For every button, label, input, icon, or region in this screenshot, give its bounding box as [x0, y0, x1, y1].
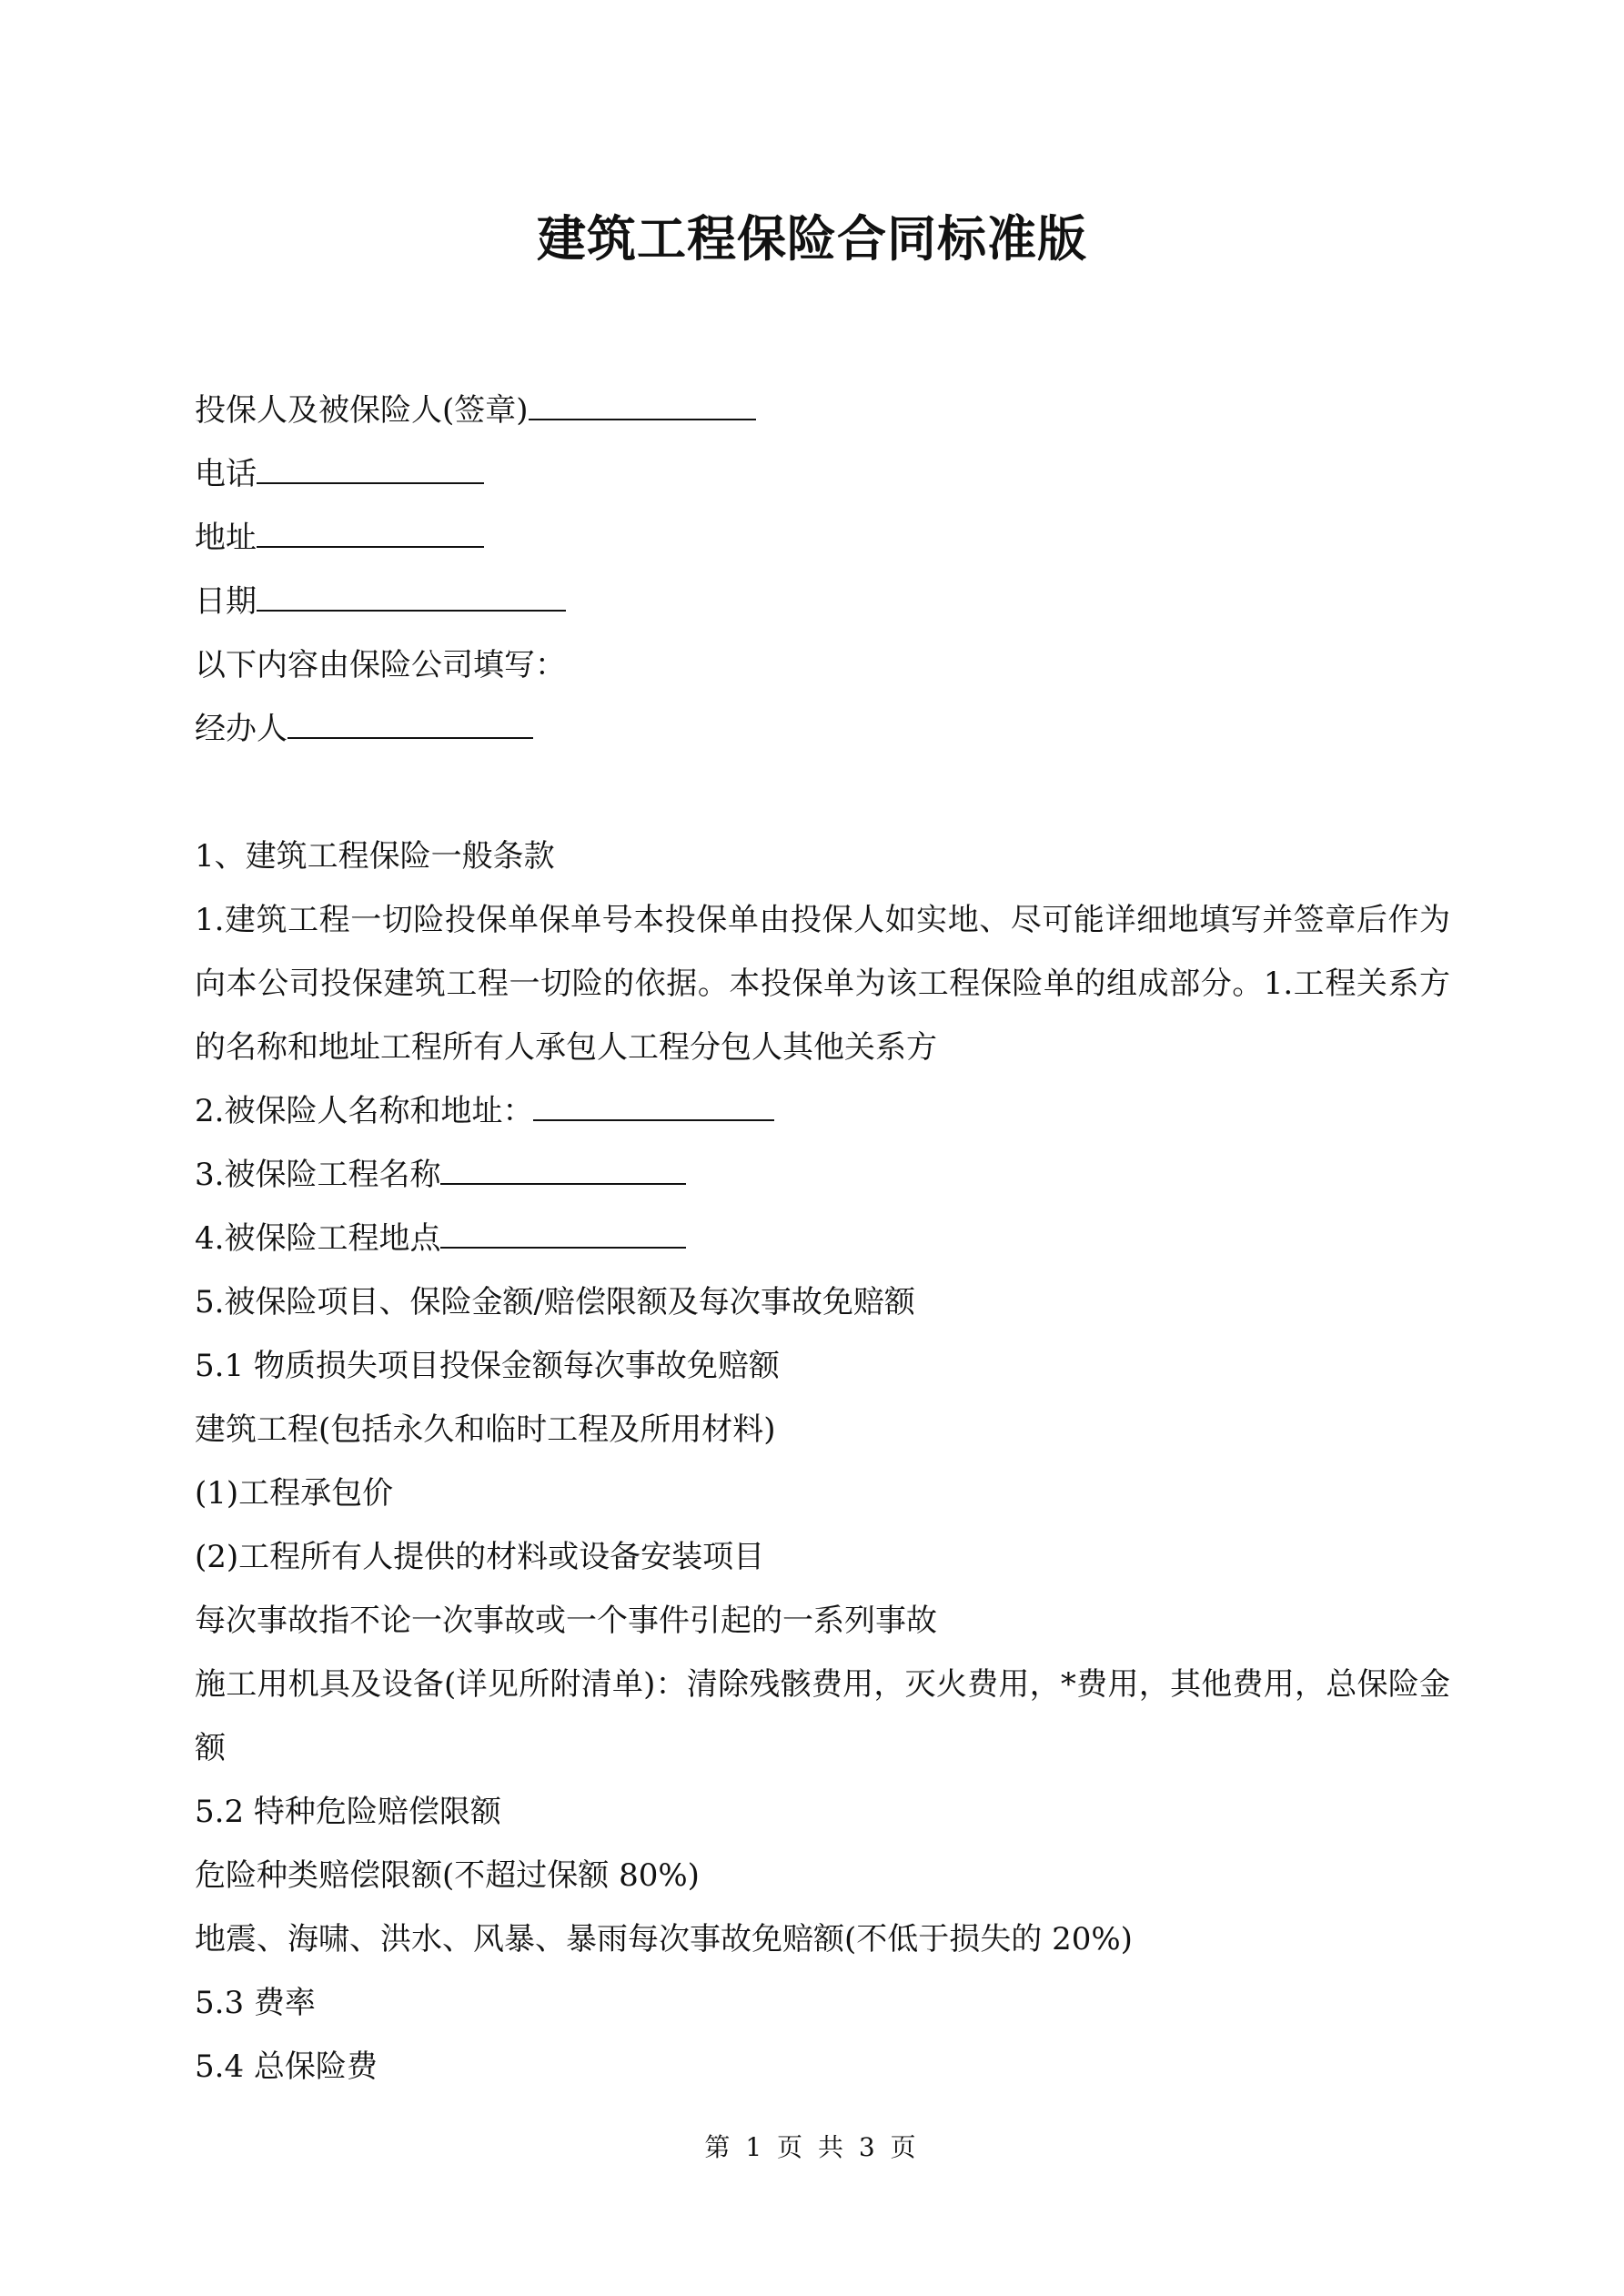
date-blank[interactable] [257, 581, 566, 612]
clause-4-line [195, 1207, 1450, 1270]
clause-2-line [195, 1079, 1450, 1143]
clause-5-4: 5.4 总保险费 [195, 2048, 378, 2085]
document-body [195, 379, 1450, 2099]
construction-work-line: 建筑工程(包括永久和临时工程及所用材料) [195, 1411, 776, 1448]
handler-label: 经办人 [195, 711, 287, 747]
applicant-signature-blank[interactable] [529, 389, 756, 420]
clause-5-2: 5.2 特种危险赔偿限额 [195, 1794, 501, 1830]
page-number-footer: 第 1 页 共 3 页 [704, 2132, 920, 2162]
item-1: (1)工程承包价 [195, 1475, 394, 1512]
equipment-paragraph: 施工用机具及设备(详见所附清单)：清除残骸费用，灭火费用，*费用，其他费用，总保险金额 [195, 1666, 1450, 1766]
clause-4-label: 4.被保险工程地点 [195, 1220, 441, 1257]
clause-5-3: 5.3 费率 [195, 1985, 316, 2021]
clause-2-label: 2.被保险人名称和地址： [195, 1093, 534, 1129]
per-accident-definition: 每次事故指不论一次事故或一个事件引起的一系列事故 [195, 1603, 937, 1639]
clause-3-label: 3.被保险工程名称 [195, 1157, 441, 1193]
item-2: (2)工程所有人提供的材料或设备安装项目 [195, 1539, 765, 1575]
clause-5: 5.被保险项目、保险金额/赔偿限额及每次事故免赔额 [195, 1284, 915, 1320]
phone-label: 电话 [195, 456, 257, 492]
project-location-blank[interactable] [440, 1218, 686, 1249]
clause-1-paragraph: 1.建筑工程一切险投保单保单号本投保单由投保人如实地、尽可能详细地填写并签章后作为向本公司投保建筑工程一切险的依据。本投保单为该工程保险单的组成部分。1.工程关系方的名称和地址工程所有人承包人工程分包人其他关系方 [195, 902, 1450, 1066]
date-line [195, 570, 1450, 633]
applicant-label: 投保人及被保险人(签章) [195, 392, 529, 429]
handler-line [195, 697, 1450, 761]
address-label: 地址 [195, 520, 257, 556]
handler-blank[interactable] [287, 708, 533, 739]
section-heading: 1、建筑工程保险一般条款 [195, 838, 555, 875]
page-title: 建筑工程保险合同标准版 [537, 209, 1087, 268]
section-spacer [195, 761, 1450, 824]
clause-3-line [195, 1143, 1450, 1207]
phone-line [195, 442, 1450, 506]
date-label: 日期 [195, 583, 257, 620]
risk-limit-line: 危险种类赔偿限额(不超过保额 80%) [195, 1857, 700, 1894]
applicant-signature-line [195, 379, 1450, 442]
natural-disasters-line: 地震、海啸、洪水、风暴、暴雨每次事故免赔额(不低于损失的 20%) [195, 1921, 1133, 1957]
insured-name-address-blank[interactable] [533, 1090, 774, 1121]
insurer-note: 以下内容由保险公司填写： [195, 647, 566, 683]
project-name-blank[interactable] [440, 1154, 686, 1185]
clause-5-1: 5.1 物质损失项目投保金额每次事故免赔额 [195, 1348, 780, 1384]
phone-blank[interactable] [257, 453, 484, 484]
address-line [195, 506, 1450, 570]
address-blank[interactable] [257, 517, 484, 548]
